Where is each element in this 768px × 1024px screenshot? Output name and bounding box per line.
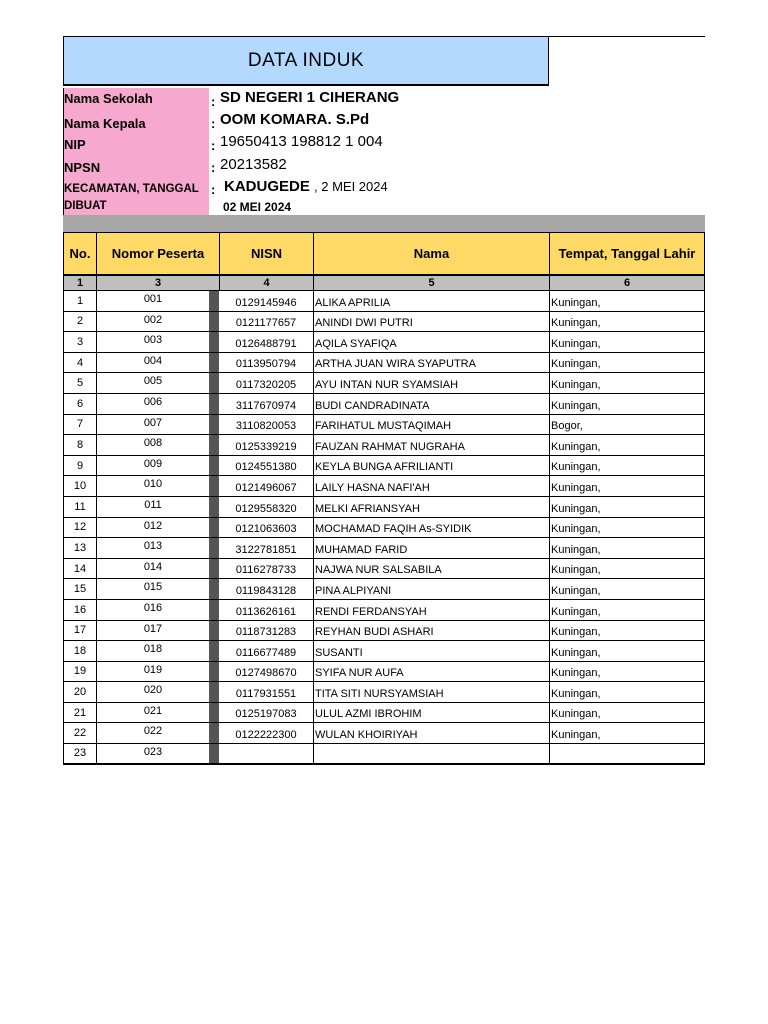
cell-nomor-peserta: 001 [97, 291, 209, 312]
cell-nomor-peserta: 008 [97, 435, 209, 456]
cell-nisn: 0125197083 [219, 703, 314, 724]
cell-nama: RENDI FERDANSYAH [314, 600, 550, 621]
cell-marker [209, 641, 219, 662]
cell-nisn: 0122222300 [219, 723, 314, 744]
cell-marker [209, 332, 219, 353]
cell-nomor-peserta: 010 [97, 476, 209, 497]
cell-nama: KEYLA BUNGA AFRILIANTI [314, 456, 550, 477]
table-row [63, 456, 705, 477]
cell-nisn: 0124551380 [219, 456, 314, 477]
cell-tempat-tanggal-lahir: Kuningan, [550, 723, 705, 744]
cell-tempat-tanggal-lahir: Kuningan, [550, 353, 705, 374]
cell-no: 12 [63, 518, 97, 539]
cell-no: 23 [63, 744, 97, 765]
cell-no: 19 [63, 662, 97, 683]
cell-nama: WULAN KHOIRIYAH [314, 723, 550, 744]
page-title-text: DATA INDUK [247, 49, 365, 71]
table-row [63, 662, 705, 683]
cell-tempat-tanggal-lahir: Kuningan, [550, 497, 705, 518]
cell-tempat-tanggal-lahir: Kuningan, [550, 559, 705, 580]
table-row [63, 703, 705, 724]
cell-nomor-peserta: 011 [97, 497, 209, 518]
table-row [63, 641, 705, 662]
cell-no: 20 [63, 682, 97, 703]
table-row [63, 415, 705, 436]
cell-no: 7 [63, 415, 97, 436]
cell-no: 5 [63, 373, 97, 394]
cell-tempat-tanggal-lahir: Kuningan, [550, 579, 705, 600]
cell-nisn: 0117931551 [219, 682, 314, 703]
table-row [63, 435, 705, 456]
cell-no: 9 [63, 456, 97, 477]
cell-nomor-peserta: 012 [97, 518, 209, 539]
cell-marker [209, 476, 219, 497]
value-nama-sekolah: SD NEGERI 1 CIHERANG [220, 89, 400, 106]
colon-npsn: : [211, 160, 216, 175]
cell-nisn: 0113950794 [219, 353, 314, 374]
cell-nama: AQILA SYAFIQA [314, 332, 550, 353]
cell-nama: PINA ALPIYANI [314, 579, 550, 600]
cell-nama: ARTHA JUAN WIRA SYAPUTRA [314, 353, 550, 374]
cell-nomor-peserta: 009 [97, 456, 209, 477]
cell-nama: MOCHAMAD FAQIH As-SYIDIK [314, 518, 550, 539]
header-no: No. [63, 232, 97, 275]
label-npsn: NPSN [64, 160, 101, 175]
cell-tempat-tanggal-lahir: Kuningan, [550, 518, 705, 539]
cell-nama: BUDI CANDRADINATA [314, 394, 550, 415]
cell-marker [209, 312, 219, 333]
cell-nomor-peserta: 020 [97, 682, 209, 703]
colon-sekolah: : [211, 94, 216, 109]
colnum-no: 1 [63, 275, 97, 291]
cell-nomor-peserta: 018 [97, 641, 209, 662]
cell-nama: MUHAMAD FARID [314, 538, 550, 559]
cell-no: 21 [63, 703, 97, 724]
cell-nama: MELKI AFRIANSYAH [314, 497, 550, 518]
cell-marker [209, 538, 219, 559]
top-border-line [549, 36, 705, 37]
cell-nomor-peserta: 013 [97, 538, 209, 559]
cell-marker [209, 353, 219, 374]
cell-no: 6 [63, 394, 97, 415]
header-tempat-tanggal-lahir: Tempat, Tanggal Lahir [549, 232, 705, 275]
header-nomor-peserta: Nomor Peserta [96, 232, 220, 275]
cell-nomor-peserta: 016 [97, 600, 209, 621]
cell-nomor-peserta: 004 [97, 353, 209, 374]
cell-marker [209, 600, 219, 621]
cell-nisn: 0119843128 [219, 579, 314, 600]
cell-no: 15 [63, 579, 97, 600]
cell-marker [209, 662, 219, 683]
cell-tempat-tanggal-lahir: Kuningan, [550, 312, 705, 333]
table-row [63, 497, 705, 518]
colnum-peserta: 3 [96, 275, 220, 291]
cell-marker [209, 723, 219, 744]
cell-nisn: 0125339219 [219, 435, 314, 456]
cell-nama: FARIHATUL MUSTAQIMAH [314, 415, 550, 436]
value-kecamatan [224, 178, 388, 195]
colnum-nisn: 4 [219, 275, 314, 291]
cell-tempat-tanggal-lahir: Kuningan, [550, 476, 705, 497]
table-row [63, 559, 705, 580]
table-row [63, 353, 705, 374]
cell-nisn: 0129145946 [219, 291, 314, 312]
colon-kecamatan: : [211, 182, 216, 197]
cell-nisn: 3117670974 [219, 394, 314, 415]
cell-marker [209, 373, 219, 394]
table-row [63, 723, 705, 744]
cell-nisn: 0118731283 [219, 621, 314, 642]
table-row [63, 373, 705, 394]
cell-tempat-tanggal-lahir: Kuningan, [550, 332, 705, 353]
cell-nama: REYHAN BUDI ASHARI [314, 621, 550, 642]
cell-nisn: 0127498670 [219, 662, 314, 683]
table-row [63, 621, 705, 642]
table-row [63, 312, 705, 333]
cell-nomor-peserta: 017 [97, 621, 209, 642]
cell-tempat-tanggal-lahir: Kuningan, [550, 373, 705, 394]
cell-tempat-tanggal-lahir: Kuningan, [550, 682, 705, 703]
cell-nisn: 3110820053 [219, 415, 314, 436]
label-kecamatan-tanggal: KECAMATAN, TANGGAL DIBUAT [64, 183, 199, 212]
label-nama-sekolah: Nama Sekolah [64, 91, 153, 106]
cell-tempat-tanggal-lahir: Kuningan, [550, 703, 705, 724]
cell-nomor-peserta: 015 [97, 579, 209, 600]
cell-no: 14 [63, 559, 97, 580]
table-row [63, 291, 705, 312]
cell-marker [209, 497, 219, 518]
cell-nama: FAUZAN RAHMAT NUGRAHA [314, 435, 550, 456]
cell-nomor-peserta: 014 [97, 559, 209, 580]
colon-kepala: : [211, 116, 216, 131]
cell-nomor-peserta: 007 [97, 415, 209, 436]
cell-marker [209, 394, 219, 415]
cell-nisn: 0116677489 [219, 641, 314, 662]
cell-nisn: 0121496067 [219, 476, 314, 497]
header-nama: Nama [313, 232, 550, 275]
label-nama-kepala: Nama Kepala [64, 116, 146, 131]
table-row [63, 476, 705, 497]
table-row [63, 744, 705, 765]
cell-no: 16 [63, 600, 97, 621]
cell-nomor-peserta: 023 [97, 744, 209, 765]
cell-nama [314, 744, 550, 765]
cell-nomor-peserta: 002 [97, 312, 209, 333]
cell-tempat-tanggal-lahir: Kuningan, [550, 662, 705, 683]
cell-tempat-tanggal-lahir: Kuningan, [550, 538, 705, 559]
value-nama-kepala: OOM KOMARA. S.Pd [220, 111, 370, 128]
cell-marker [209, 435, 219, 456]
cell-nisn: 0121177657 [219, 312, 314, 333]
cell-no: 8 [63, 435, 97, 456]
cell-tempat-tanggal-lahir: Kuningan, [550, 641, 705, 662]
cell-nisn: 0117320205 [219, 373, 314, 394]
cell-nama: ULUL AZMI IBROHIM [314, 703, 550, 724]
cell-nisn: 0126488791 [219, 332, 314, 353]
cell-nisn: 3122781851 [219, 538, 314, 559]
cell-nama: NAJWA NUR SALSABILA [314, 559, 550, 580]
cell-tempat-tanggal-lahir [550, 744, 705, 765]
table-row [63, 518, 705, 539]
value-kecamatan-date: , 2 MEI 2024 [314, 179, 388, 194]
cell-nama: ANINDI DWI PUTRI [314, 312, 550, 333]
cell-nomor-peserta: 021 [97, 703, 209, 724]
cell-marker [209, 291, 219, 312]
cell-nomor-peserta: 006 [97, 394, 209, 415]
value-tanggal-dibuat: 02 MEI 2024 [223, 200, 292, 214]
separator-band [63, 215, 705, 232]
label-nip: NIP [64, 137, 86, 152]
cell-nama: AYU INTAN NUR SYAMSIAH [314, 373, 550, 394]
value-nip: 19650413 198812 1 004 [220, 133, 383, 150]
cell-nisn: 0129558320 [219, 497, 314, 518]
cell-tempat-tanggal-lahir: Kuningan, [550, 600, 705, 621]
cell-nisn: 0121063603 [219, 518, 314, 539]
cell-marker [209, 703, 219, 724]
colnum-nama: 5 [313, 275, 550, 291]
cell-nomor-peserta: 019 [97, 662, 209, 683]
cell-no: 13 [63, 538, 97, 559]
cell-nama: SYIFA NUR AUFA [314, 662, 550, 683]
header-nisn: NISN [219, 232, 314, 275]
cell-nisn [219, 744, 314, 765]
cell-no: 4 [63, 353, 97, 374]
student-table [63, 291, 705, 765]
colnum-ttl: 6 [549, 275, 705, 291]
cell-marker [209, 456, 219, 477]
cell-marker [209, 744, 219, 765]
cell-no: 2 [63, 312, 97, 333]
cell-tempat-tanggal-lahir: Kuningan, [550, 291, 705, 312]
cell-tempat-tanggal-lahir: Kuningan, [550, 456, 705, 477]
cell-nomor-peserta: 022 [97, 723, 209, 744]
cell-nisn: 0113626161 [219, 600, 314, 621]
cell-nama: SUSANTI [314, 641, 550, 662]
table-row [63, 600, 705, 621]
cell-nama: ALIKA APRILIA [314, 291, 550, 312]
cell-no: 17 [63, 621, 97, 642]
cell-marker [209, 579, 219, 600]
cell-nama: TITA SITI NURSYAMSIAH [314, 682, 550, 703]
colon-nip: : [211, 138, 216, 153]
cell-nisn: 0116278733 [219, 559, 314, 580]
cell-no: 18 [63, 641, 97, 662]
cell-tempat-tanggal-lahir: Bogor, [550, 415, 705, 436]
value-npsn: 20213582 [220, 156, 287, 173]
cell-tempat-tanggal-lahir: Kuningan, [550, 435, 705, 456]
cell-no: 22 [63, 723, 97, 744]
table-row [63, 579, 705, 600]
table-row [63, 682, 705, 703]
cell-marker [209, 559, 219, 580]
cell-marker [209, 518, 219, 539]
cell-nomor-peserta: 003 [97, 332, 209, 353]
table-row [63, 332, 705, 353]
cell-nama: LAILY HASNA NAFI'AH [314, 476, 550, 497]
cell-no: 10 [63, 476, 97, 497]
cell-marker [209, 682, 219, 703]
cell-tempat-tanggal-lahir: Kuningan, [550, 394, 705, 415]
page-title [63, 36, 549, 86]
cell-tempat-tanggal-lahir: Kuningan, [550, 621, 705, 642]
value-kecamatan-name: KADUGEDE [224, 178, 310, 195]
cell-no: 11 [63, 497, 97, 518]
cell-marker [209, 415, 219, 436]
cell-no: 1 [63, 291, 97, 312]
cell-marker [209, 621, 219, 642]
cell-nomor-peserta: 005 [97, 373, 209, 394]
table-row [63, 538, 705, 559]
table-row [63, 394, 705, 415]
cell-no: 3 [63, 332, 97, 353]
